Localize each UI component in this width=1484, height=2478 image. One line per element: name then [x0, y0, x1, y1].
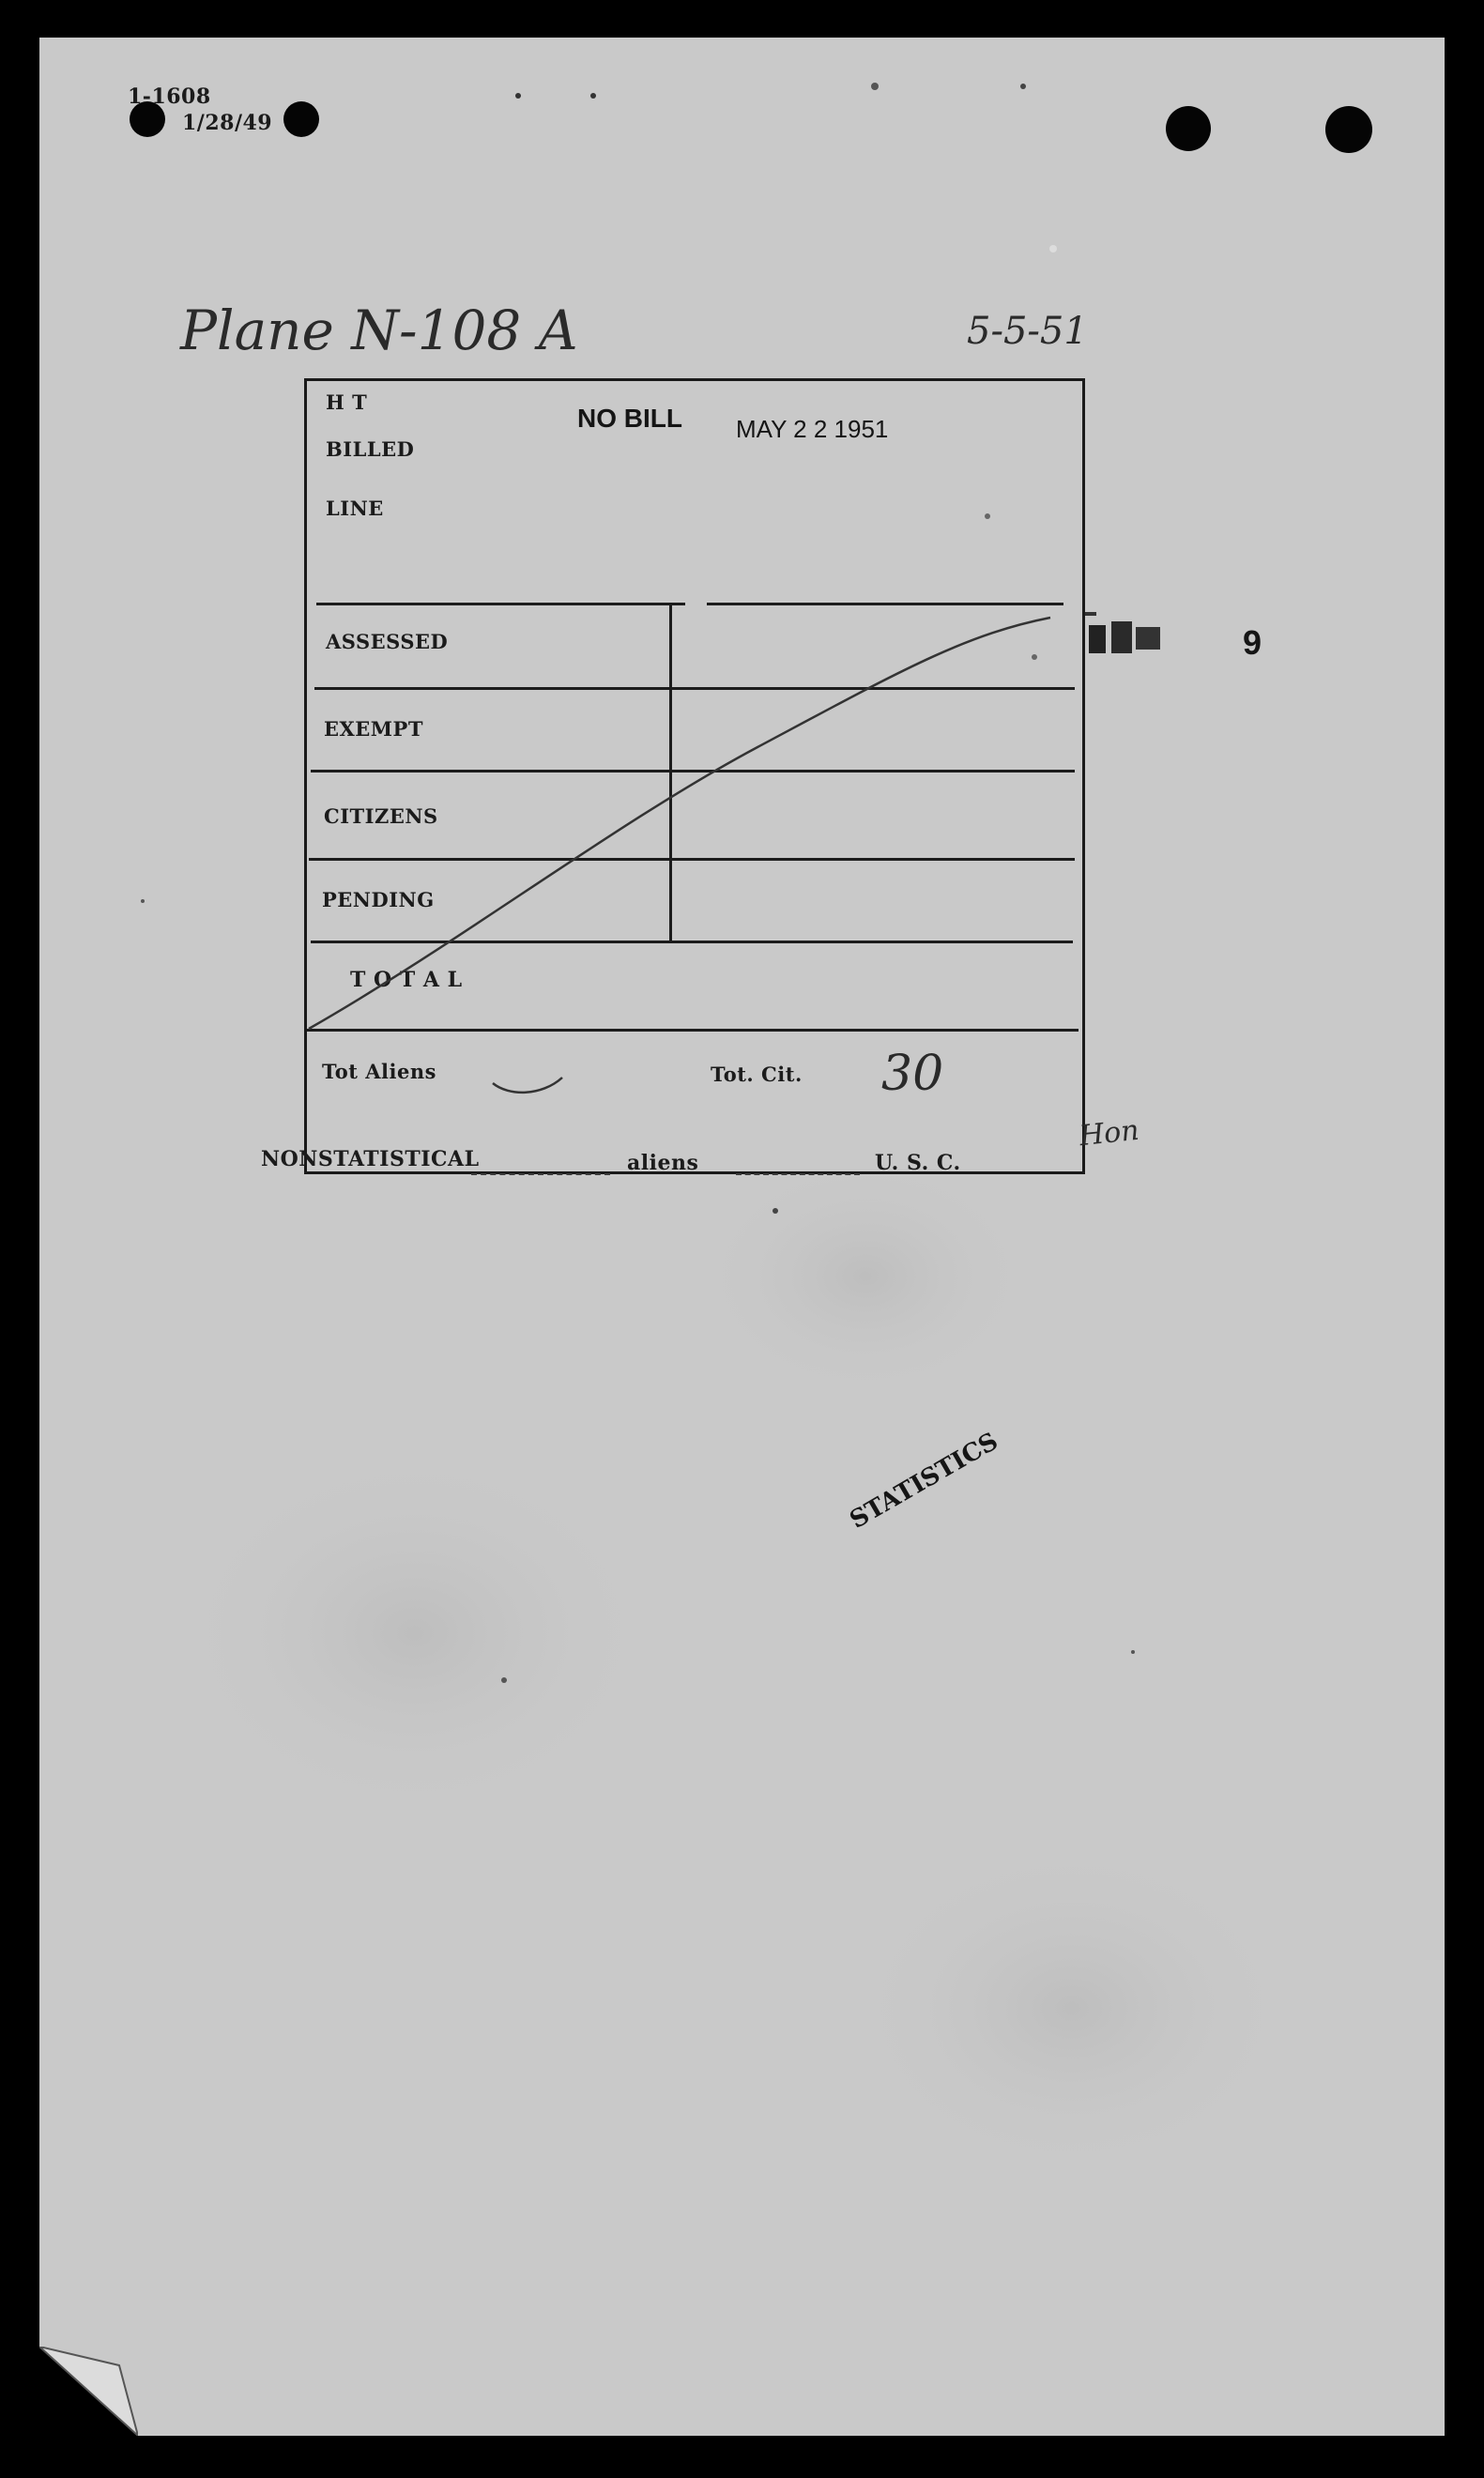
- statistics-stamp: STATISTICS: [845, 1427, 1003, 1535]
- aliens-label: aliens: [627, 1151, 699, 1175]
- punch-hole-left-2: [283, 101, 319, 137]
- row-assessed: ASSESSED: [326, 630, 449, 653]
- label-line: LINE: [326, 497, 384, 520]
- punch-hole-right-2: [1325, 106, 1372, 153]
- form-number: 1-1608: [128, 84, 211, 109]
- no-bill-stamp: NO BILL: [577, 404, 682, 433]
- label-billed: BILLED: [326, 437, 415, 461]
- row-citizens: CITIZENS: [324, 804, 438, 828]
- document-page: [39, 38, 1445, 2436]
- tot-cit-label: Tot. Cit.: [711, 1063, 803, 1086]
- nonstatistical-blank-aliens: [471, 1173, 610, 1175]
- tot-cit-value: 30: [881, 1046, 944, 1102]
- initials: Hon: [1078, 1113, 1141, 1154]
- punch-hole-right: [1166, 106, 1211, 151]
- nonstatistical-blank-usc: [736, 1173, 860, 1175]
- folded-corner: [39, 2347, 138, 2436]
- label-ht: H T: [326, 390, 368, 414]
- side-number: 9: [1243, 623, 1262, 662]
- handwritten-date: 5-5-51: [967, 310, 1088, 353]
- row-total: T O T A L: [350, 968, 463, 992]
- cancel-strike-line: [307, 381, 1082, 1171]
- usc-label: U. S. C.: [875, 1151, 961, 1175]
- smudged-stamp-mark: [1083, 608, 1205, 665]
- row-exempt: EXEMPT: [324, 717, 423, 741]
- tot-aliens-label: Tot Aliens: [322, 1060, 436, 1083]
- received-date-stamp: MAY 2 2 1951: [736, 415, 889, 443]
- plane-number: Plane N-108 A: [180, 298, 578, 362]
- row-pending: PENDING: [322, 888, 435, 911]
- nonstatistical-label: NONSTATISTICAL: [261, 1147, 480, 1171]
- statistics-form: [304, 378, 1085, 1174]
- form-date: 1/28/49: [182, 111, 273, 135]
